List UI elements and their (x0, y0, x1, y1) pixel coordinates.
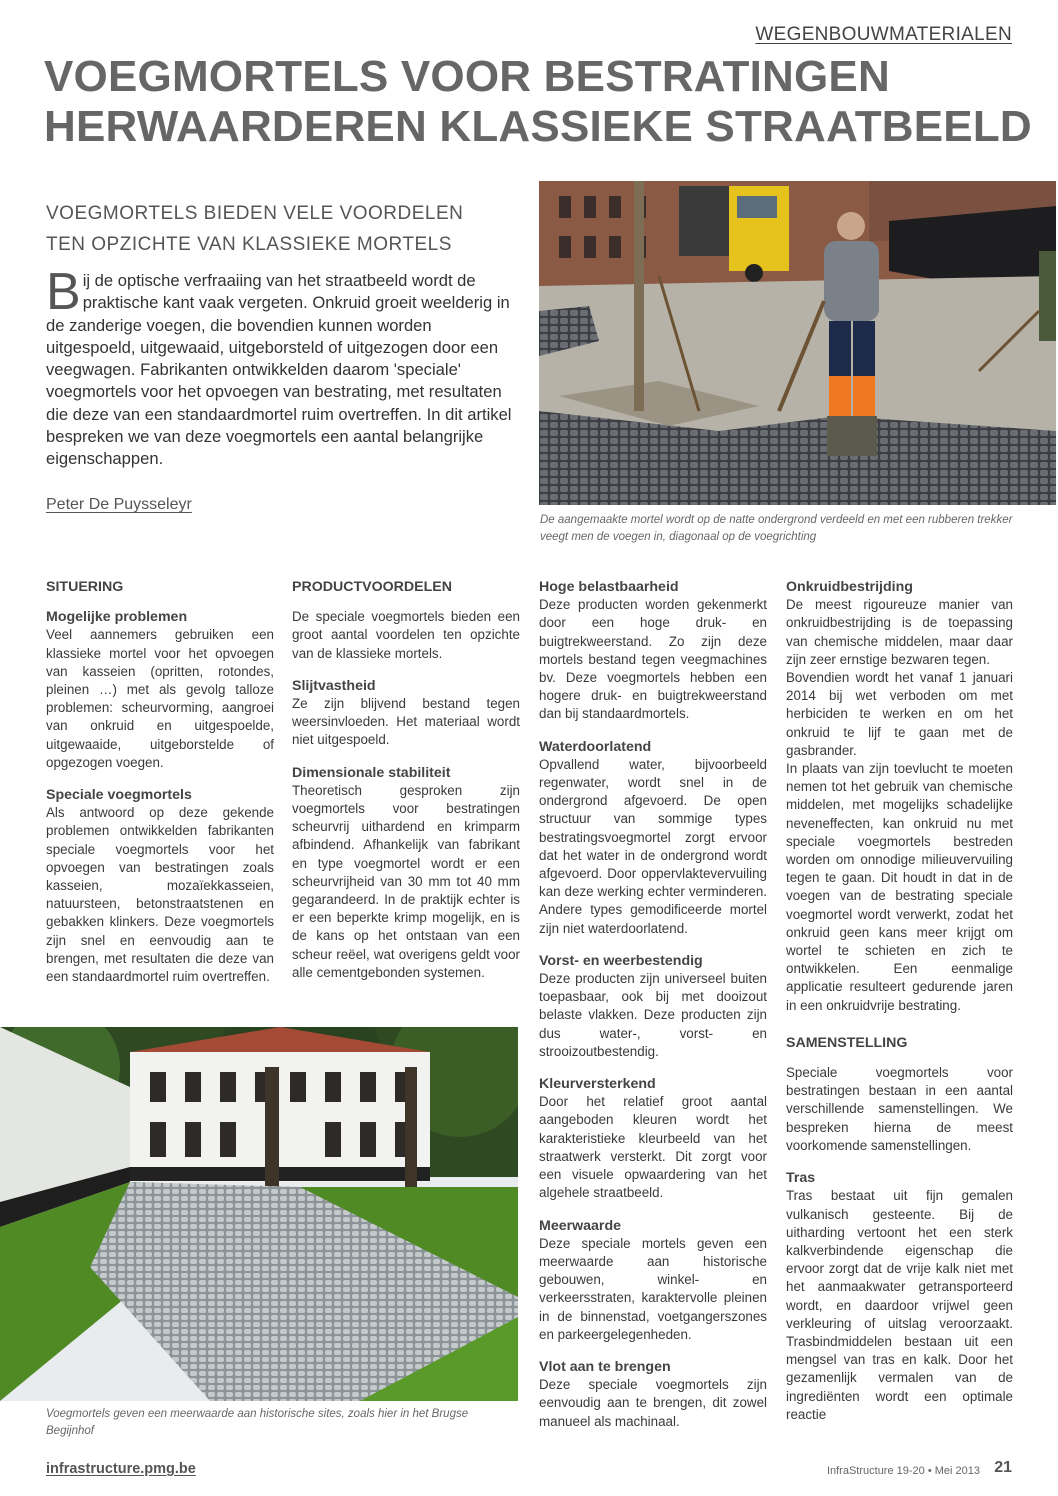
photo-workers-applying-mortar (539, 181, 1056, 505)
subtitle-line-2: TEN OPZICHTE VAN KLASSIEKE MORTELS (46, 234, 452, 255)
subheading-vlot-aan-te-brengen: Vlot aan te brengen (539, 1358, 671, 1375)
column-2 (292, 578, 520, 982)
paragraph: Deze producten worden gekenmerkt door een hoge druk- en buigtrekweerstand. Zo zijn deze mortels bestand tegen veegmachines bv. Deze voegmortels hebben een hogere druk- en buigtrekweerstand dan bij standaardmortels. (539, 597, 767, 722)
paragraph: Deze speciale mortels geven een meerwaarde aan historische gebouwen, winkel- en verkeersstraten, karaktervolle pleinen in de binnenstad, voetgangerszones en parkeergelegenheden. (539, 1235, 767, 1342)
subheading-onkruidbestrijding: Onkruidbestrijding (786, 579, 913, 595)
subheading-slijtvastheid: Slijtvastheid (292, 677, 376, 694)
subheading-meerwaarde: Meerwaarde (539, 1217, 622, 1234)
article-subtitle (46, 198, 516, 260)
subheading-dimensionale-stabiliteit: Dimensionale stabiliteit (292, 764, 451, 781)
paragraph: Bovendien wordt het vanaf 1 januari 2014 bij wet verboden om met herbiciden te werken en om het onkruid te lijf te gaan met de gasbrander. (786, 670, 1013, 758)
photo-caption-top: De aangemaakte mortel wordt op de natte ondergrond verdeeld en met een rubberen trekker veegt men de voegen in, diagonaal op de voegrichting (540, 514, 1013, 543)
paragraph: Speciale voegmortels voor bestratingen bestaan in een aantal verschillende samenstellingen. We bespreken hierna de meest voorkomende samenstellingen. (786, 1065, 1013, 1153)
photo-brugse-begijnhof (0, 1027, 518, 1401)
subheading-waterdoorlatend: Waterdoorlatend (539, 738, 652, 755)
column-4 (786, 578, 1013, 1424)
subheading-mogelijke-problemen: Mogelijke problemen (46, 609, 188, 626)
subheading-kleurversterkend: Kleurversterkend (539, 1076, 656, 1093)
footer-issue-info: InfraStructure 19-20 • Mei 2013 (826, 1465, 980, 1477)
section-heading-samenstelling: SAMENSTELLING (786, 1034, 908, 1051)
column-1 (46, 578, 274, 986)
title-line-2: HERWAARDEREN KLASSIEKE STRAATBEELD (44, 102, 1032, 151)
photo-caption-bottom: Voegmortels geven een meerwaarde aan historische sites, zoals hier in het Brugse Begijnhof (46, 1408, 469, 1437)
paragraph: De speciale voegmortels bieden een groot aantal voordelen ten opzichte van de klassieke mortels. (292, 609, 520, 661)
section-heading-productvoordelen: PRODUCTVOORDELEN (292, 579, 453, 595)
intro-paragraph (46, 263, 516, 471)
section-heading-situering: SITUERING (46, 579, 124, 595)
intro-text: ij de optische verfraaiing van het straatbeeld wordt de praktische kant vaak vergeten. Onkruid groeit weelderig in de zanderige voegen, die bovendien kunnen worden uitgespoeld, uitgewaaid, uitgeborsteld of uitgezogen door een veegwagen. Fabrikanten ontwikkelden daarom 'speciale' voegmortels voor het opvoegen van bestrating, met resultaten die deze van een standaardmortel ruim overtreffen. In dit artikel bespreken we van deze voegmortels een aantal belangrijke eigenschappen. (46, 271, 512, 469)
paragraph: Theoretisch gesproken zijn voegmortels voor bestratingen scheurvrij uithardend en krimparm afbindend. Afhankelijk van fabrikant en type voegmortel wordt er een scheurvrijheid van 30 mm tot 40 mm gegarandeerd. In de praktijk echter is er een beperkte krimp mogelijk, en is de kans op het ontstaan van een scheur reëel, wat overigens geldt voor alle cementgebonden systemen. (292, 782, 520, 980)
article-title (44, 52, 1032, 152)
footer-website-link[interactable]: infrastructure.pmg.be (46, 1461, 196, 1477)
page-number: 21 (994, 1459, 1012, 1476)
author-byline[interactable]: Peter De Puysseleyr (46, 496, 192, 513)
column-3 (539, 578, 767, 1431)
paragraph: Veel aannemers gebruiken een klassieke mortel voor het opvoegen van kasseien (opritten, rotondes, pleinen …) met als gevolg talloze problemen: scheurvorming, aangroei van onkruid en uitgespoelde, uitgewaaide, uitgeborstelde of opgezogen voegen. (46, 627, 274, 770)
paragraph: Opvallend water, bijvoorbeeld regenwater, wordt snel in de ondergrond afgevoerd. De open structuur van sommige types bestratingsvoegmortel zorgt ervoor dat het water in de ondergrond wordt afgevoerd. Door oppervlaktevervuiling kan deze werking echter verminderen. Andere types gemodificeerde mortel zijn niet waterdoorlatend. (539, 756, 767, 936)
section-tag: WEGENBOUWMATERIALEN (755, 24, 1012, 45)
paragraph: Als antwoord op deze gekende problemen ontwikkelden fabrikanten speciale voegmortels voor het opvoegen van bestratingen zoals kasseien, mozaïekkasseien, natuursteen, betonstraatstenen en gebakken klinkers. Deze voegmortels zijn snel en eenvoudig aan te brengen, met resultaten die deze van een standaardmortel ruim overtreffen. (46, 805, 274, 985)
paragraph: In plaats van zijn toevlucht te moeten nemen tot het gebruik van chemische middelen, met mogelijks schadelijke neveneffecten, kan onkruid nu met speciale voegmortels bestreden worden om onnodige milieuvervuiling tegen te gaan. Dit houdt in dat in de voegen van de bestrating speciale voegmortel wordt verwerkt, zodat het onkruid geen kans meer krijgt om wortel te schieten en zich te ontwikkelen. Een eenmalige applicatie resulteert gedurende jaren in een onkruidvrije bestrating. (786, 761, 1013, 1013)
subheading-vorst-en-weerbestendig: Vorst- en weerbestendig (539, 952, 703, 969)
subtitle-line-1: VOEGMORTELS BIEDEN VELE VOORDELEN (46, 203, 464, 224)
subheading-tras: Tras (786, 1170, 816, 1187)
paragraph: Deze producten zijn universeel buiten toepasbaar, ook bij met dooizout belaste vlakken. Deze producten zijn dus water-, vorst- en strooizoutbestendig. (539, 971, 767, 1059)
paragraph: Ze zijn blijvend bestand tegen weersinvloeden. Het materiaal wordt niet uitgespoeld. (292, 696, 520, 748)
paragraph: Tras bestaat uit fijn gemalen vulkanisch gesteente. Bij de uitharding vertoont het een sterk kalkverbindende eigenschap die ervoor zorgt dat de vrije kalk niet met het aanmaakwater getransporteerd wordt, en daardoor vrijwel geen verkleuring of uitslag veroorzaakt. Trasbindmiddelen bestaan uit een mengsel van tras en kalk. Door het gezamenlijk vermalen van de ingrediënten wordt een optimale reactie (786, 1188, 1013, 1422)
title-line-1: VOEGMORTELS VOOR BESTRATINGEN (44, 52, 890, 101)
paragraph: De meest rigoureuze manier van onkruidbestrijding is de toepassing van chemische middelen, maar daar zijn zeer ernstige bezwaren tegen. (786, 597, 1013, 667)
subheading-hoge-belastbaarheid: Hoge belastbaarheid (539, 579, 679, 595)
subheading-speciale-voegmortels: Speciale voegmortels (46, 787, 192, 804)
drop-cap: B (46, 263, 81, 321)
paragraph: Deze speciale voegmortels zijn eenvoudig aan te brengen, dit zowel manueel als machinaal. (539, 1377, 767, 1429)
paragraph: Door het relatief groot aantal aangeboden kleuren wordt het karakteristieke kleurbeeld van het straatwerk versterkt. Dit zorgt voor een visuele opwaardering van het algehele straatbeeld. (539, 1094, 767, 1201)
